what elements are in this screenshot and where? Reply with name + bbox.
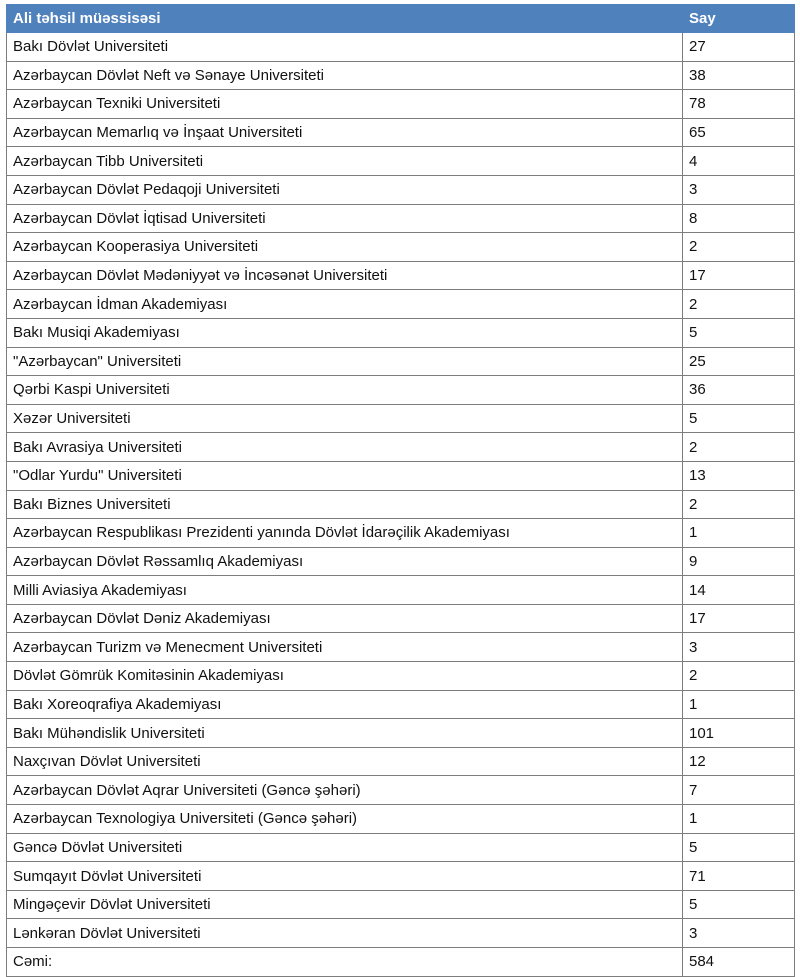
table-row <box>7 576 795 605</box>
count-cell: 4 <box>683 147 795 176</box>
total-row <box>7 948 795 977</box>
table-row <box>7 805 795 834</box>
table-row <box>7 175 795 204</box>
institution-name-cell: Bakı Musiqi Akademiyası <box>7 318 683 347</box>
institution-name-cell: Bakı Xoreoqrafiya Akademiyası <box>7 690 683 719</box>
count-cell: 1 <box>683 690 795 719</box>
institution-name-cell: Azərbaycan Respublikası Prezidenti yanında Dövlət İdarəçilik Akademiyası <box>7 519 683 548</box>
count-cell: 9 <box>683 547 795 576</box>
header-institution: Ali təhsil müəssisəsi <box>7 5 683 33</box>
table-row <box>7 433 795 462</box>
institution-name-cell: Azərbaycan Dövlət İqtisad Universiteti <box>7 204 683 233</box>
table-row <box>7 290 795 319</box>
total-label-cell: Cəmi: <box>7 948 683 977</box>
count-cell: 5 <box>683 404 795 433</box>
count-cell: 101 <box>683 719 795 748</box>
header-count: Say <box>683 5 795 33</box>
table-row <box>7 490 795 519</box>
institution-name-cell: Gəncə Dövlət Universiteti <box>7 833 683 862</box>
count-cell: 1 <box>683 519 795 548</box>
institution-name-cell: Dövlət Gömrük Komitəsinin Akademiyası <box>7 662 683 691</box>
institution-name-cell: Azərbaycan Dövlət Rəssamlıq Akademiyası <box>7 547 683 576</box>
institution-name-cell: Azərbaycan Turizm və Menecment Universiteti <box>7 633 683 662</box>
table-row <box>7 261 795 290</box>
institution-name-cell: Azərbaycan Kooperasiya Universiteti <box>7 233 683 262</box>
count-cell: 5 <box>683 833 795 862</box>
institution-name-cell: Sumqayıt Dövlət Universiteti <box>7 862 683 891</box>
table-row <box>7 147 795 176</box>
institution-name-cell: Azərbaycan Memarlıq və İnşaat Universiteti <box>7 118 683 147</box>
table-row <box>7 833 795 862</box>
table-row <box>7 204 795 233</box>
count-cell: 1 <box>683 805 795 834</box>
count-cell: 3 <box>683 175 795 204</box>
institution-name-cell: Azərbaycan Dövlət Dəniz Akademiyası <box>7 604 683 633</box>
count-cell: 17 <box>683 604 795 633</box>
institution-name-cell: Bakı Avrasiya Universiteti <box>7 433 683 462</box>
institution-name-cell: Bakı Dövlət Universiteti <box>7 33 683 62</box>
institution-name-cell: Milli Aviasiya Akademiyası <box>7 576 683 605</box>
institution-name-cell: Mingəçevir Dövlət Universiteti <box>7 890 683 919</box>
table-row <box>7 519 795 548</box>
institutions-table <box>6 4 795 977</box>
table-row <box>7 690 795 719</box>
table-row <box>7 719 795 748</box>
table-row <box>7 404 795 433</box>
count-cell: 2 <box>683 490 795 519</box>
table-row <box>7 890 795 919</box>
count-cell: 8 <box>683 204 795 233</box>
count-cell: 7 <box>683 776 795 805</box>
table-row <box>7 776 795 805</box>
institution-name-cell: Qərbi Kaspi Universiteti <box>7 376 683 405</box>
institution-name-cell: Xəzər Universiteti <box>7 404 683 433</box>
institution-name-cell: "Odlar Yurdu" Universiteti <box>7 461 683 490</box>
count-cell: 5 <box>683 890 795 919</box>
count-cell: 13 <box>683 461 795 490</box>
institution-name-cell: Azərbaycan Dövlət Pedaqoji Universiteti <box>7 175 683 204</box>
count-cell: 2 <box>683 662 795 691</box>
table-row <box>7 633 795 662</box>
institution-name-cell: Azərbaycan Dövlət Neft və Sənaye Universiteti <box>7 61 683 90</box>
institution-name-cell: Bakı Biznes Universiteti <box>7 490 683 519</box>
table-row <box>7 233 795 262</box>
count-cell: 2 <box>683 233 795 262</box>
table-row <box>7 347 795 376</box>
table-header-row <box>7 5 795 33</box>
table-body <box>7 33 795 977</box>
table-row <box>7 61 795 90</box>
table-row <box>7 376 795 405</box>
table-row <box>7 461 795 490</box>
count-cell: 36 <box>683 376 795 405</box>
institution-name-cell: Azərbaycan Texnologiya Universiteti (Gəncə şəhəri) <box>7 805 683 834</box>
table-row <box>7 547 795 576</box>
institution-name-cell: Azərbaycan Dövlət Mədəniyyət və İncəsənət Universiteti <box>7 261 683 290</box>
table-row <box>7 919 795 948</box>
table-row <box>7 318 795 347</box>
total-value-cell: 584 <box>683 948 795 977</box>
count-cell: 12 <box>683 747 795 776</box>
table-row <box>7 118 795 147</box>
table-row <box>7 604 795 633</box>
count-cell: 3 <box>683 633 795 662</box>
count-cell: 25 <box>683 347 795 376</box>
institution-name-cell: "Azərbaycan" Universiteti <box>7 347 683 376</box>
count-cell: 14 <box>683 576 795 605</box>
table-row <box>7 747 795 776</box>
institution-name-cell: Bakı Mühəndislik Universiteti <box>7 719 683 748</box>
count-cell: 2 <box>683 433 795 462</box>
count-cell: 3 <box>683 919 795 948</box>
count-cell: 78 <box>683 90 795 119</box>
count-cell: 65 <box>683 118 795 147</box>
institution-name-cell: Azərbaycan Dövlət Aqrar Universiteti (Gəncə şəhəri) <box>7 776 683 805</box>
count-cell: 38 <box>683 61 795 90</box>
table-row <box>7 662 795 691</box>
table-row <box>7 33 795 62</box>
count-cell: 5 <box>683 318 795 347</box>
count-cell: 2 <box>683 290 795 319</box>
count-cell: 17 <box>683 261 795 290</box>
institution-name-cell: Azərbaycan İdman Akademiyası <box>7 290 683 319</box>
institution-name-cell: Lənkəran Dövlət Universiteti <box>7 919 683 948</box>
count-cell: 71 <box>683 862 795 891</box>
count-cell: 27 <box>683 33 795 62</box>
table-row <box>7 90 795 119</box>
institution-name-cell: Naxçıvan Dövlət Universiteti <box>7 747 683 776</box>
institution-name-cell: Azərbaycan Texniki Universiteti <box>7 90 683 119</box>
institution-name-cell: Azərbaycan Tibb Universiteti <box>7 147 683 176</box>
table-row <box>7 862 795 891</box>
